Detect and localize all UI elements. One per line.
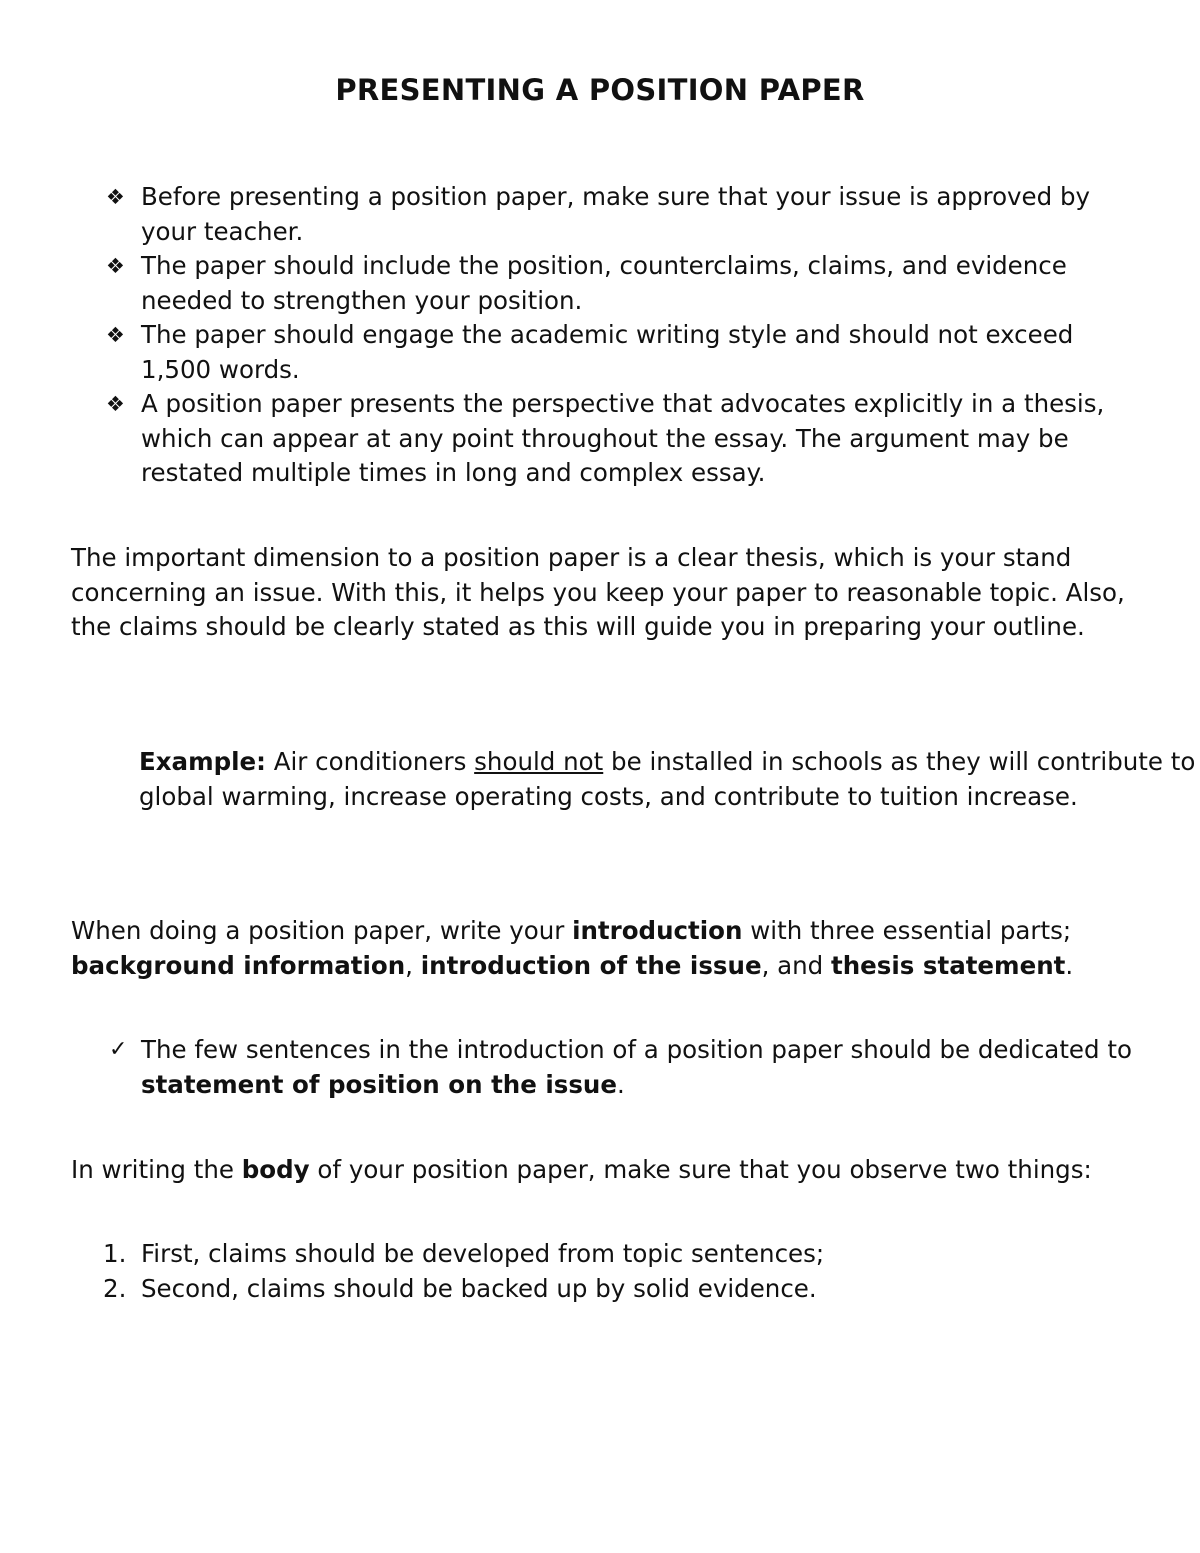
list-number: 1.	[103, 1239, 127, 1268]
list-item: ✓ The few sentences in the introduction of a position paper should be dedicated to statement of position on the issue.	[109, 1035, 1132, 1099]
diamond-bullet-icon: ❖	[106, 323, 125, 347]
list-item-text: The paper should engage the academic writing style and should not exceed 1,500 words.	[141, 320, 1074, 384]
thesis-paragraph: The important dimension to a position paper is a clear thesis, which is your stand concerning an issue. With this, it helps you keep your paper to reasonable topic. Also, the claims should be clearly stated as this will guide you in preparing your outline.	[71, 543, 1125, 641]
list-number: 2.	[103, 1273, 127, 1303]
underlined-phrase: should not	[474, 747, 604, 776]
introduction-checklist	[71, 1033, 1151, 1102]
list-item-text: Before presenting a position paper, make sure that your issue is approved by your teacher.	[141, 182, 1091, 246]
page-title: PRESENTING A POSITION PAPER	[335, 73, 865, 107]
diamond-bullet-icon: ❖	[106, 254, 125, 278]
list-item-text: First, claims should be developed from topic sentences;	[141, 1239, 825, 1268]
list-item	[71, 249, 1151, 318]
list-item	[71, 1272, 1151, 1307]
list-item-text: The paper should include the position, counterclaims, claims, and evidence needed to strengthen your position.	[141, 251, 1067, 315]
example-paragraph: Example: Air conditioners should not be installed in schools as they will contribute to global warming, increase operating costs, and contribute to tuition increase.	[139, 747, 1196, 811]
diamond-bullet-icon: ❖	[106, 392, 125, 416]
requirements-list	[71, 180, 1151, 491]
list-item-text: A position paper presents the perspective that advocates explicitly in a thesis, which can appear at any point throughout the essay. The argument may be restated multiple times in long and complex essay.	[141, 389, 1105, 487]
checkmark-icon: ✓	[109, 1037, 128, 1062]
list-item	[71, 318, 1151, 387]
example-label: Example:	[139, 747, 266, 776]
body-paragraph: In writing the body of your position paper, make sure that you observe two things:	[71, 1155, 1092, 1184]
body-steps-list	[71, 1237, 1151, 1306]
list-item	[71, 1237, 1151, 1272]
list-item-text: Second, claims should be backed up by solid evidence.	[141, 1273, 817, 1303]
diamond-bullet-icon: ❖	[106, 185, 125, 209]
list-item	[71, 387, 1151, 491]
introduction-paragraph: When doing a position paper, write your introduction with three essential parts; background information, introduction of the issue, and thesis statement.	[71, 916, 1074, 980]
list-item	[71, 180, 1151, 249]
